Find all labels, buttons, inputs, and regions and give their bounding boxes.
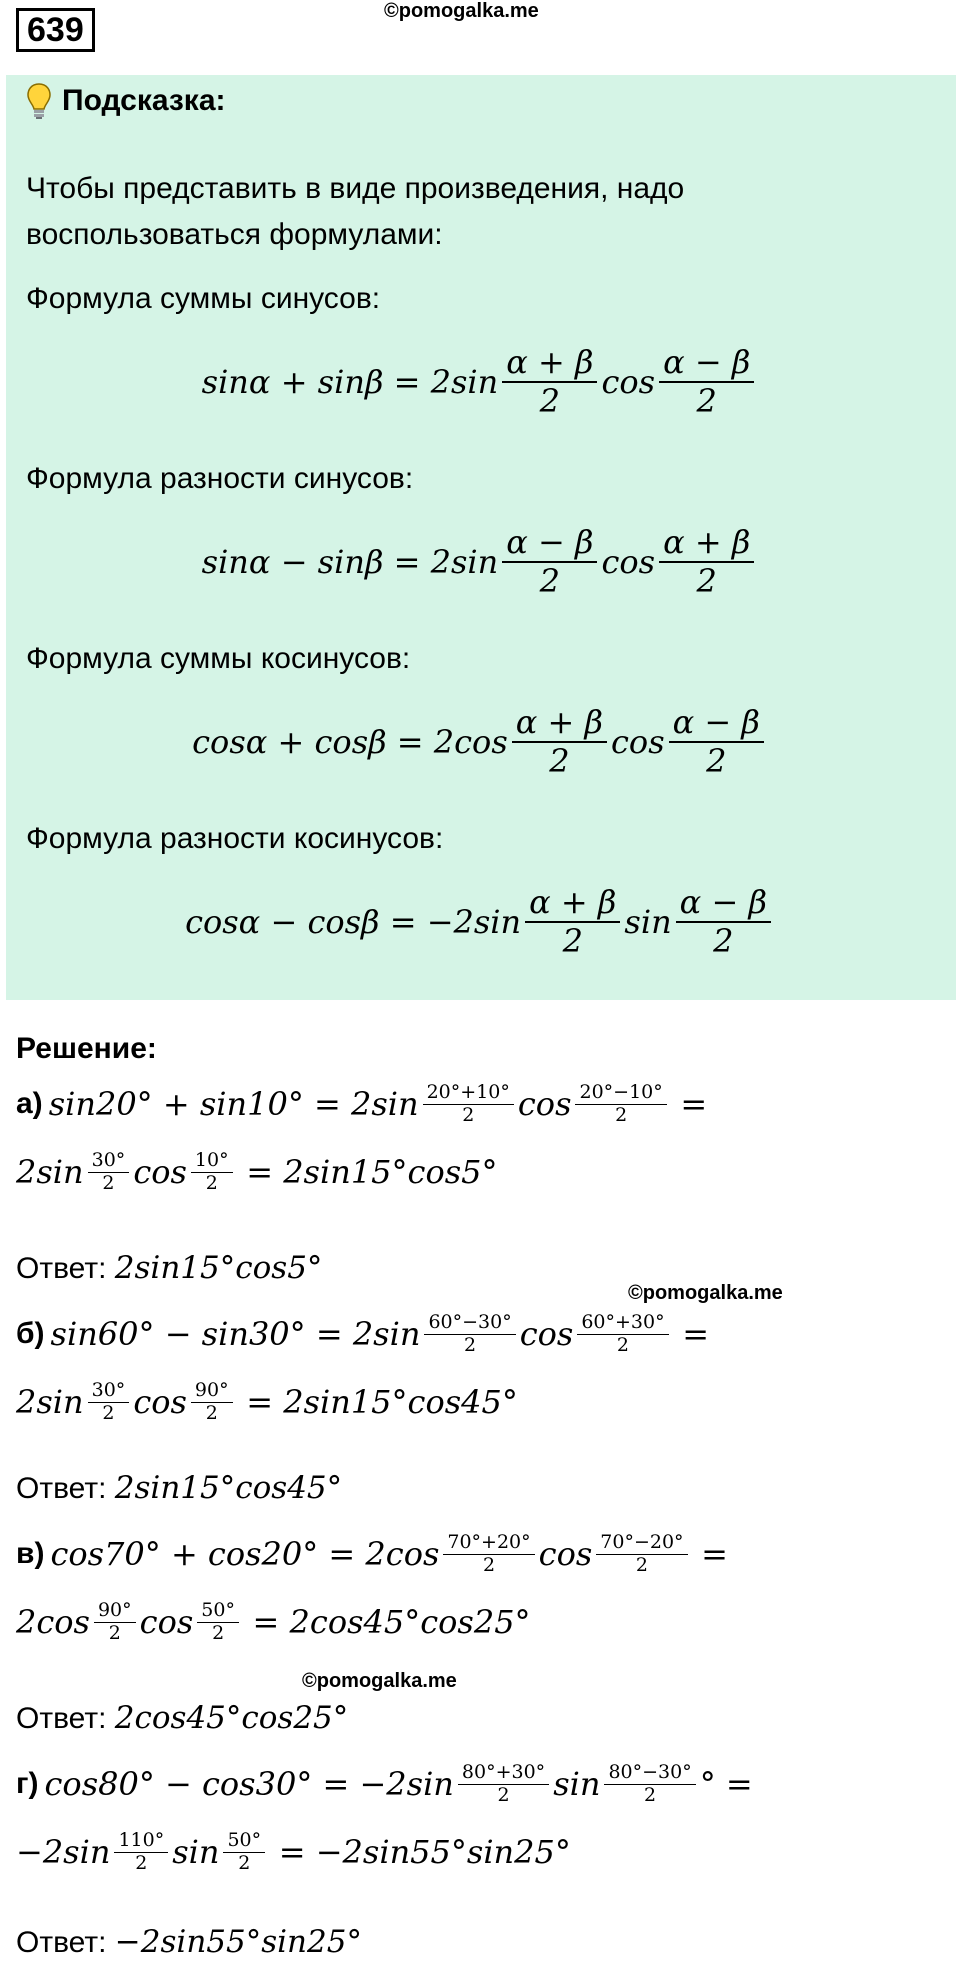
solution-d-l1-n1: 80°+30° xyxy=(458,1762,549,1785)
solution-d-l1-d1: 2 xyxy=(497,1783,510,1806)
solution-c-l2-frac1 xyxy=(94,1600,136,1645)
formula-1-label: Формула суммы синусов: xyxy=(26,282,381,315)
solution-c-l2-mid: cos xyxy=(139,1603,194,1642)
solution-d-l1-mid: sin xyxy=(553,1765,601,1804)
solution-a-l2-frac2 xyxy=(191,1150,233,1195)
solution-b-l2-frac2 xyxy=(191,1380,233,1425)
solution-c-line2 xyxy=(16,1600,531,1645)
solution-b-l1-d2: 2 xyxy=(616,1333,630,1356)
formula-3-n2: α − β xyxy=(669,704,764,743)
formula-4-lhs: cosα − cosβ = −2sin xyxy=(185,902,522,941)
solution-a-l2-start: 2sin xyxy=(16,1153,84,1192)
solution-c-l1-frac1 xyxy=(443,1532,534,1577)
solution-c-l1-end: = xyxy=(701,1535,728,1574)
formula-1-d1: 2 xyxy=(539,381,561,420)
solution-c-l1-n1: 70°+20° xyxy=(443,1532,534,1555)
hint-intro-line1: Чтобы представить в виде произведения, надо xyxy=(26,172,685,205)
solution-c-line1 xyxy=(16,1532,728,1577)
solution-b-l2-end: = 2sin15°cos45° xyxy=(246,1383,518,1422)
solution-d-answer xyxy=(16,1924,362,1960)
formula-2-d2: 2 xyxy=(696,561,717,600)
solution-b-line1 xyxy=(16,1312,709,1357)
formula-4-frac1 xyxy=(525,884,620,960)
solution-d-l1-frac1 xyxy=(458,1762,549,1807)
solution-d-l1-n2: 80°−30° xyxy=(604,1762,695,1785)
solution-c-l2-end: = 2cos45°cos25° xyxy=(252,1603,531,1642)
formula-3-d1: 2 xyxy=(549,741,570,780)
formula-2-lhs: sinα − sinβ = 2sin xyxy=(201,542,499,581)
formula-1-frac2 xyxy=(659,344,754,420)
solution-b-l2-mid: cos xyxy=(133,1383,187,1422)
formula-2-d1: 2 xyxy=(539,561,561,600)
solution-a-answer xyxy=(16,1250,322,1286)
solution-d-l2-end: = −2sin55°sin25° xyxy=(278,1833,571,1872)
solution-c-l1-frac2 xyxy=(596,1532,687,1577)
formula-4-d1: 2 xyxy=(562,921,583,960)
formula-2-label: Формула разности синусов: xyxy=(26,462,414,495)
solution-d-l1-end: ° = xyxy=(699,1765,753,1804)
formula-3 xyxy=(0,704,960,780)
solution-a-l1-mid: cos xyxy=(517,1085,572,1124)
solution-d-l2-frac2 xyxy=(223,1830,265,1875)
solution-d-l2-n1: 110° xyxy=(114,1830,168,1853)
solution-a-l2-end: = 2sin15°cos5° xyxy=(246,1153,498,1192)
solution-c-answer-value: 2cos45°cos25° xyxy=(114,1700,349,1736)
solution-a-answer-value: 2sin15°cos5° xyxy=(114,1250,323,1286)
formula-1 xyxy=(0,344,960,420)
formula-2-mid: cos xyxy=(601,542,656,581)
solution-d-l2-start: −2sin xyxy=(16,1833,111,1872)
solution-a-l1-frac1 xyxy=(423,1082,514,1127)
solution-c-answer xyxy=(16,1700,348,1736)
formula-3-frac2 xyxy=(669,704,764,780)
solution-b-answer xyxy=(16,1470,342,1506)
solution-b-l1-mid: cos xyxy=(519,1315,574,1354)
solution-d-l2-mid: sin xyxy=(172,1833,220,1872)
solution-c-l2-d2: 2 xyxy=(212,1621,225,1644)
solution-a-l1-d1: 2 xyxy=(462,1103,475,1126)
solution-d-l2-d1: 2 xyxy=(135,1851,148,1874)
solution-b-l2-n2: 90° xyxy=(191,1380,233,1403)
solution-b-line2 xyxy=(16,1380,518,1425)
hint-title xyxy=(26,82,226,120)
watermark-top: ©pomogalka.me xyxy=(384,0,539,22)
solution-b-l1-frac1 xyxy=(424,1312,515,1357)
solution-b-l1-n1: 60°−30° xyxy=(424,1312,515,1335)
formula-3-d2: 2 xyxy=(706,741,727,780)
solution-a-l1-n1: 20°+10° xyxy=(423,1082,514,1105)
solution-b-l1-d1: 2 xyxy=(464,1333,477,1356)
formula-1-mid: cos xyxy=(601,362,656,401)
solution-c-l2-start: 2cos xyxy=(16,1603,90,1642)
hint-title-text: Подсказка: xyxy=(62,84,226,117)
solution-a-l1-lhs: sin20° + sin10° = 2sin xyxy=(48,1085,419,1124)
solution-c-l2-d1: 2 xyxy=(108,1621,121,1644)
watermark-bottom: ©pomogalka.me xyxy=(302,1670,457,1692)
solution-d-l1-frac2 xyxy=(604,1762,695,1807)
solution-d-answer-value: −2sin55°sin25° xyxy=(114,1924,362,1960)
solution-d-answer-label: Ответ: xyxy=(16,1926,107,1959)
solution-d-l1-lhs: cos80° − cos30° = −2sin xyxy=(44,1765,454,1804)
solution-a-label: а) xyxy=(16,1087,43,1121)
formula-3-lhs: cosα + cosβ = 2cos xyxy=(192,722,508,761)
formula-3-label: Формула суммы косинусов: xyxy=(26,642,411,675)
formula-2-frac1 xyxy=(502,524,597,600)
formula-3-n1: α + β xyxy=(512,704,607,743)
solution-b-l2-n1: 30° xyxy=(88,1380,130,1403)
formula-1-frac1 xyxy=(502,344,597,420)
solution-b-l2-d2: 2 xyxy=(205,1401,218,1424)
solution-d-l2-n2: 50° xyxy=(223,1830,265,1853)
formula-4-mid: sin xyxy=(624,902,672,941)
formula-4-n2: α − β xyxy=(676,884,771,923)
formula-4-n1: α + β xyxy=(525,884,620,923)
lightbulb-icon xyxy=(26,82,52,120)
solution-d-l1-d2: 2 xyxy=(644,1783,657,1806)
formula-4-d2: 2 xyxy=(713,921,734,960)
formula-2-n1: α − β xyxy=(502,524,597,563)
solution-b-answer-value: 2sin15°cos45° xyxy=(114,1470,343,1506)
solution-b-l1-end: = xyxy=(682,1315,710,1354)
solution-c-l2-n1: 90° xyxy=(94,1600,136,1623)
solution-c-answer-label: Ответ: xyxy=(16,1702,107,1735)
solution-a-l2-n2: 10° xyxy=(191,1150,233,1173)
formula-4-label: Формула разности косинусов: xyxy=(26,822,444,855)
formula-1-lhs: sinα + sinβ = 2sin xyxy=(201,362,499,401)
solution-a-l1-n2: 20°−10° xyxy=(575,1082,666,1105)
formula-1-n2: α − β xyxy=(659,344,754,383)
solution-title: Решение: xyxy=(16,1032,157,1065)
solution-d-l2-frac1 xyxy=(114,1830,168,1875)
solution-d-line2 xyxy=(16,1830,571,1875)
formula-1-d2: 2 xyxy=(696,381,717,420)
solution-b-l1-lhs: sin60° − sin30° = 2sin xyxy=(50,1315,421,1354)
hint-intro-line2: воспользоваться формулами: xyxy=(26,218,443,251)
solution-c-l2-n2: 50° xyxy=(197,1600,239,1623)
problem-number: 639 xyxy=(16,8,95,52)
formula-1-n1: α + β xyxy=(502,344,597,383)
solution-d-l2-d2: 2 xyxy=(238,1851,251,1874)
solution-c-l1-mid: cos xyxy=(538,1535,593,1574)
solution-d-line1 xyxy=(16,1762,753,1807)
solution-a-l2-n1: 30° xyxy=(88,1150,130,1173)
solution-a-l2-d1: 2 xyxy=(102,1171,115,1194)
solution-b-l2-start: 2sin xyxy=(16,1383,84,1422)
solution-a-answer-label: Ответ: xyxy=(16,1252,107,1285)
solution-a-l1-frac2 xyxy=(575,1082,666,1127)
solution-a-l2-mid: cos xyxy=(133,1153,187,1192)
solution-a-l1-d2: 2 xyxy=(615,1103,628,1126)
formula-3-frac1 xyxy=(512,704,607,780)
solution-b-l1-frac2 xyxy=(577,1312,668,1357)
solution-b-answer-label: Ответ: xyxy=(16,1472,107,1505)
solution-d-label: г) xyxy=(16,1767,39,1801)
formula-4 xyxy=(0,884,960,960)
solution-a-line2 xyxy=(16,1150,498,1195)
solution-a-l1-end: = xyxy=(680,1085,708,1124)
solution-c-l1-d2: 2 xyxy=(635,1553,648,1576)
solution-b-label: б) xyxy=(16,1317,45,1351)
solution-c-l1-lhs: cos70° + cos20° = 2cos xyxy=(50,1535,440,1574)
formula-2 xyxy=(0,524,960,600)
solution-b-l1-n2: 60°+30° xyxy=(577,1312,668,1335)
formula-2-frac2 xyxy=(659,524,754,600)
solution-c-l2-frac2 xyxy=(197,1600,239,1645)
formula-3-mid: cos xyxy=(611,722,665,761)
formula-2-n2: α + β xyxy=(659,524,754,563)
solution-a-line1 xyxy=(16,1082,707,1127)
formula-4-frac2 xyxy=(676,884,771,960)
solution-b-l2-frac1 xyxy=(88,1380,130,1425)
solution-c-label: в) xyxy=(16,1537,45,1571)
solution-a-l2-frac1 xyxy=(88,1150,130,1195)
watermark-middle: ©pomogalka.me xyxy=(628,1282,783,1304)
solution-c-l1-d1: 2 xyxy=(482,1553,496,1576)
solution-a-l2-d2: 2 xyxy=(205,1171,218,1194)
solution-c-l1-n2: 70°−20° xyxy=(596,1532,687,1555)
solution-b-l2-d1: 2 xyxy=(102,1401,115,1424)
